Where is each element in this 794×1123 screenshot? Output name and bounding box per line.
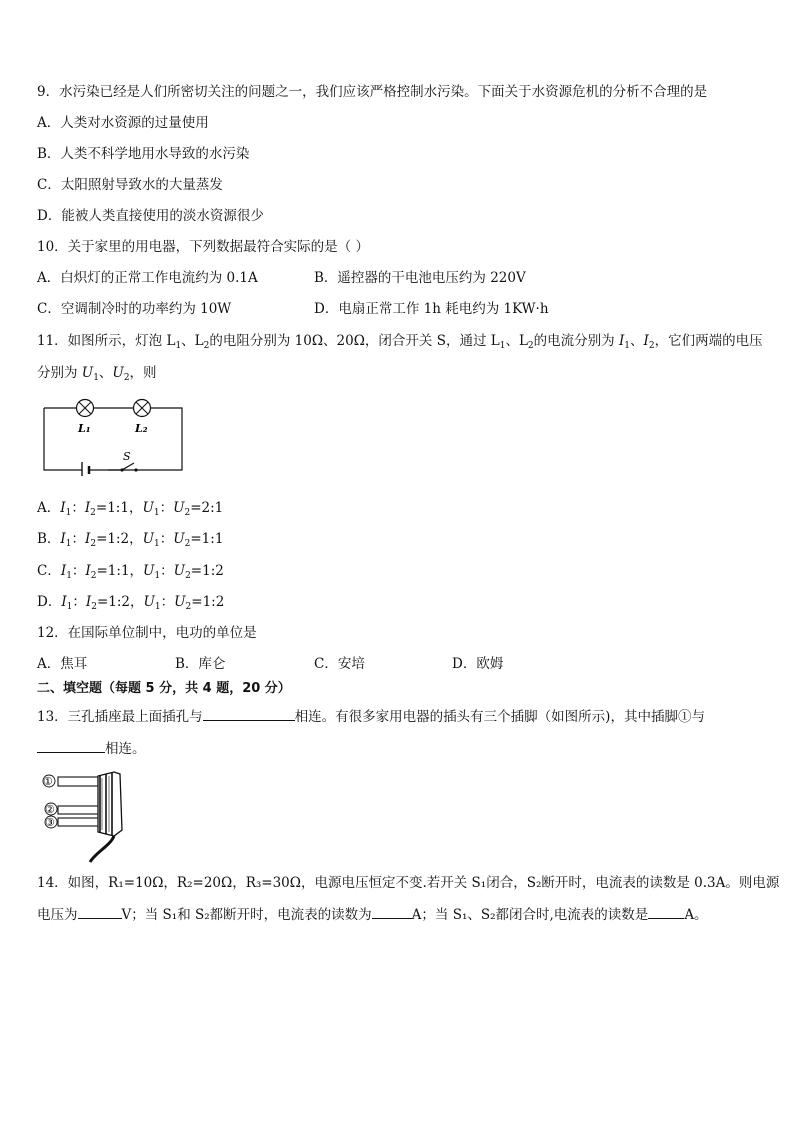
q12-option-c: C．安培 bbox=[314, 656, 365, 672]
q10-option-b: B．遥控器的干电池电压约为 220V bbox=[314, 270, 526, 286]
q9-option-a: A．人类对水资源的过量使用 bbox=[37, 115, 209, 131]
q12-stem: 12．在国际单位制中，电功的单位是 bbox=[37, 625, 257, 641]
q9-stem: 9．水污染已经是人们所密切关注的问题之一，我们应该严格控制水污染。下面关于水资源危机的分析不合理的是 bbox=[37, 84, 708, 100]
q10-stem: 10．关于家里的用电器，下列数据最符合实际的是（ ） bbox=[37, 239, 369, 255]
q11-stem-line1: 11．如图所示，灯泡 $L_1$、$L_2$的电阻分别为 10Ω、20Ω，闭合开关 S，通过 $L_1$、$L_2$的电流分别为 $I_1$、$I_2$，它们两端的电压 bbox=[37, 333, 763, 351]
q13-blank1[interactable] bbox=[203, 706, 295, 721]
q11-option-d: D．$I_1$：$I_2=1:2$，$U_1$：$U_2=1:2$ bbox=[37, 594, 225, 612]
q13-blank2[interactable] bbox=[37, 738, 105, 753]
q10-option-d: D．电扇正常工作 1h 耗电约为 1KW·h bbox=[314, 301, 549, 317]
q11-option-c: C．$I_1$：$I_2=1:1$，$U_1$：$U_2=1:2$ bbox=[37, 563, 224, 581]
q14-line2: 电压为 V；当 S₁和 S₂都断开时，电流表的读数为 A；当 S₁、S₂都闭合时,电流表的读数是 A。 bbox=[37, 904, 708, 925]
q11-option-b: B．$I_1$：$I_2=1:2$，$U_1$：$U_2=1:1$ bbox=[37, 531, 224, 549]
q14-blank2[interactable] bbox=[372, 904, 412, 919]
q11-switch-label: S bbox=[123, 450, 131, 463]
q14-line1: 14．如图，R₁=10Ω，R₂=20Ω，R₃=30Ω，电源电压恒定不变.若开关 S₁闭合，S₂断开时，电流表的读数是 0.3A。则电源 bbox=[37, 875, 780, 891]
q12-option-b: B．库仑 bbox=[175, 656, 226, 672]
q11-lamp2-label: L₂ bbox=[135, 422, 148, 435]
q11-circuit-diagram bbox=[38, 394, 188, 476]
q9-option-b: B．人类不科学地用水导致的水污染 bbox=[37, 146, 250, 162]
q10-option-c: C．空调制冷时的功率约为 10W bbox=[37, 301, 232, 317]
q11-option-a: A．$I_1$：$I_2=1:1$，$U_1$：$U_2=2:1$ bbox=[37, 500, 224, 518]
q14-blank1[interactable] bbox=[78, 904, 122, 919]
q11-lamp1-label: L₁ bbox=[78, 422, 91, 435]
q14-blank3[interactable] bbox=[648, 904, 684, 919]
q13-pin1-label: ① bbox=[43, 775, 53, 788]
section2-title: 二、填空题（每题 5 分，共 4 题，20 分） bbox=[37, 681, 291, 696]
q13-line1: 13．三孔插座最上面插孔与 相连。有很多家用电器的插头有三个插脚（如图所示)，其中插脚①与 bbox=[37, 706, 705, 727]
q13-line2: 相连。 bbox=[37, 738, 146, 759]
q13-pin3-label: ③ bbox=[45, 816, 55, 829]
q11-stem-line2: 分别为 $U_1$、$U_2$，则 bbox=[37, 365, 157, 383]
q13-pin2-label: ② bbox=[45, 803, 55, 816]
q12-option-d: D．欧姆 bbox=[452, 656, 504, 672]
q9-option-c: C．太阳照射导致水的大量蒸发 bbox=[37, 177, 223, 193]
q9-option-d: D．能被人类直接使用的淡水资源很少 bbox=[37, 208, 264, 224]
q12-option-a: A．焦耳 bbox=[37, 656, 88, 672]
q10-option-a: A．白炽灯的正常工作电流约为 0.1A bbox=[37, 270, 258, 286]
q13-plug-diagram bbox=[40, 768, 130, 864]
